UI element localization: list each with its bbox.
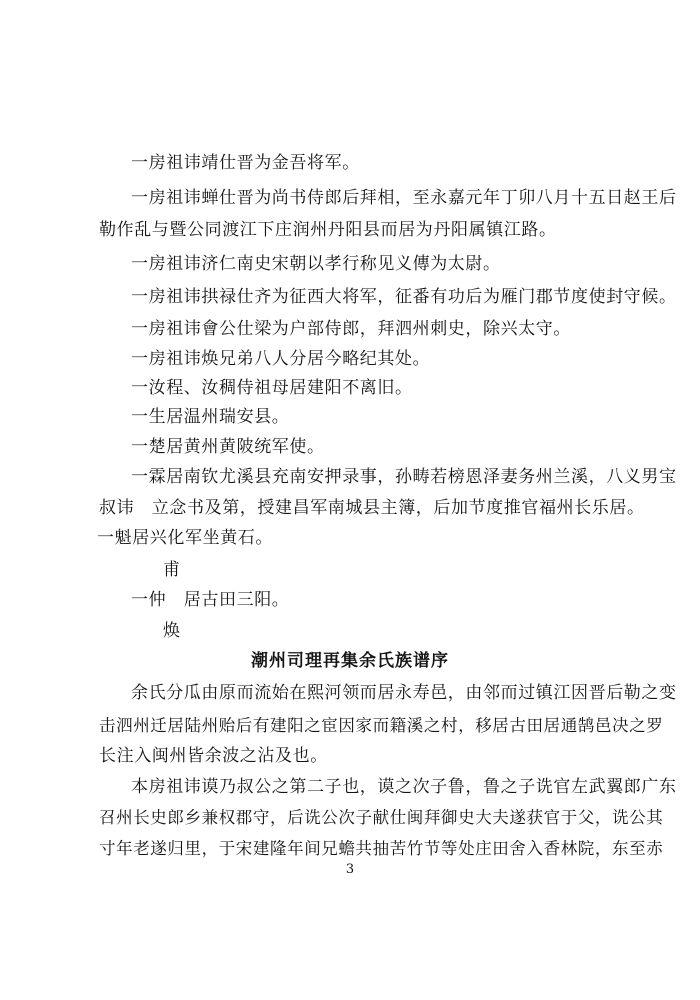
preface-line: 寸年老遂归里，于宋建隆年间兄蟾共抽苦竹节等处庄田舍入香林院，东至赤 (99, 839, 664, 858)
section-heading: 潮州司理再集余氏族谱序 (251, 651, 449, 671)
genealogy-line: 叔讳 立念书及第，授建昌军南城县主簿，后加节度推官福州长乐居。 (99, 498, 645, 518)
preface-line: 余氏分瓜由原而流始在熙河领而居永寿邑，由邻而过镇江因晋后勒之变 (131, 683, 677, 703)
genealogy-line: 一房祖讳拱禄仕齐为征西大将军，征番有功后为雁门郡节度使封守候。 (131, 287, 677, 307)
genealogy-line: 一霖居南钦尤溪县充南安押录事，孙畴若榜恩泽妻务州兰溪，八义男宝 (131, 467, 677, 487)
genealogy-line: 一魁居兴化军坐黄石。 (97, 528, 273, 548)
genealogy-line: 一房祖讳济仁南史宋朝以孝行称见义傳为太尉。 (131, 254, 501, 274)
genealogy-line: 一房祖讳靖仕晋为金吾将军。 (131, 153, 360, 173)
genealogy-line: 一仲 居古田三阳。 (131, 590, 290, 610)
preface-line: 长注入闽州皆余波之沾及也。 (99, 746, 328, 766)
preface-line: 召州长史郎乡兼权郡守，后诜公次子献仕闽拜御史大夫遂获官于父，诜公其 (99, 808, 664, 827)
page-number: 3 (345, 862, 355, 877)
genealogy-line: 一房祖讳會公仕梁为户部侍郎，拜泗州刺史，除兴太守。 (131, 319, 571, 339)
genealogy-line: 一生居温州瑞安县。 (131, 407, 290, 427)
preface-line: 击泗州迁居陆州贻后有建阳之宦因家而籍溪之村，移居古田居通鹄邑决之罗 (99, 716, 664, 735)
genealogy-line: 一汝程、汝稠侍祖母居建阳不离旧。 (131, 378, 413, 398)
genealogy-line: 甫 (163, 560, 181, 580)
genealogy-line: 焕 (163, 621, 181, 641)
genealogy-line: 一房祖讳蝉仕晋为尚书侍郎后拜相，至永嘉元年丁卯八月十五日赵王后 (131, 188, 677, 208)
genealogy-line: 一房祖讳焕兄弟八人分居今略纪其处。 (131, 349, 431, 369)
genealogy-line: 勒作乱与暨公同渡江下庄润州丹阳县而居为丹阳属镇江路。 (99, 220, 557, 240)
preface-line: 本房祖讳谟乃叔公之第二子也，谟之次子鲁，鲁之子诜官左武翼郎广东 (131, 777, 677, 797)
genealogy-line: 一楚居黄州黄陂统军使。 (131, 437, 325, 457)
